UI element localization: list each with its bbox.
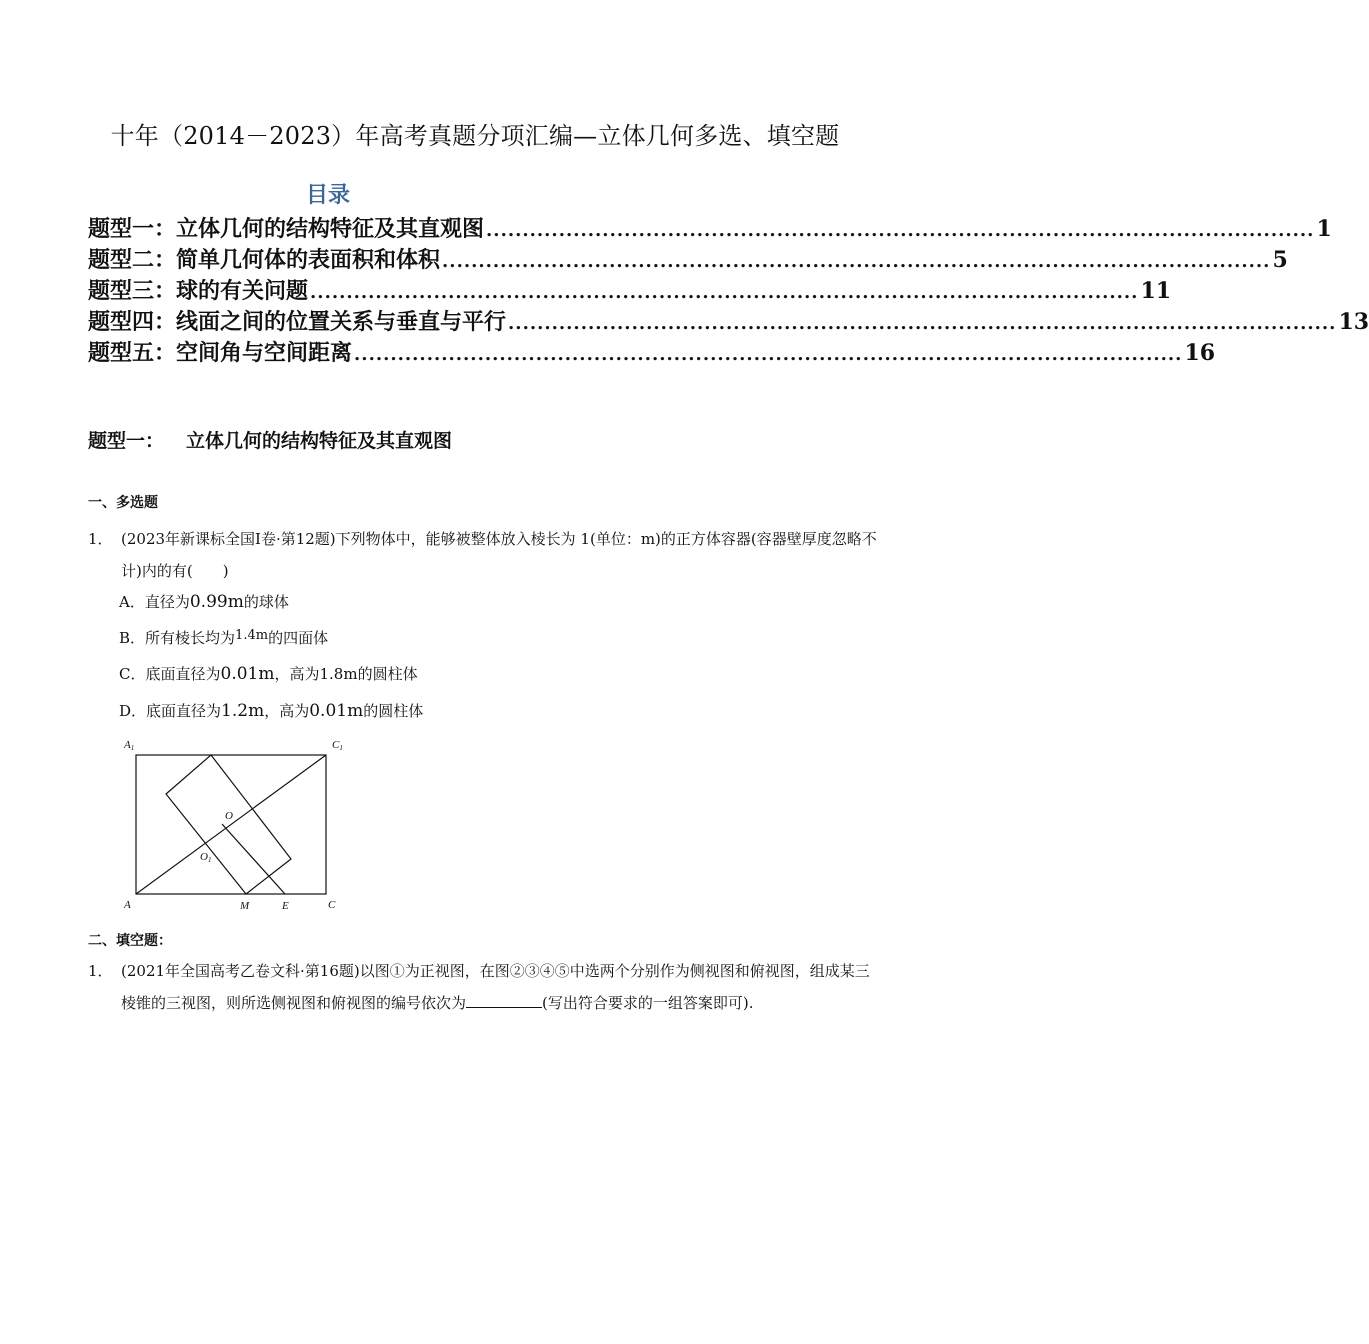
toc-leader-dots: ..................................................................................................................	[442, 251, 1271, 272]
label-o: O	[225, 810, 233, 822]
question-text-after: (写出符合要求的一组答案即可).	[542, 994, 754, 1012]
toc-entry-type: 题型二：	[88, 247, 177, 273]
toc-entry-type: 题型五：	[88, 340, 177, 366]
toc-entry[interactable]	[88, 243, 1288, 274]
toc-leader-dots: ..................................................................................................................	[486, 220, 1315, 241]
option-value: 0.99m	[189, 592, 244, 612]
toc-entry-page: 13	[1338, 309, 1369, 335]
toc-entry-type: 题型三：	[88, 278, 177, 304]
label-c: C	[328, 899, 336, 911]
question-fill-1	[88, 955, 878, 1019]
toc-entry[interactable]	[88, 305, 1369, 336]
label-a1: A1	[124, 739, 135, 752]
toc-leader-dots: ..................................................................................................................	[310, 282, 1139, 303]
toc-leader-dots: ..................................................................................................................	[354, 344, 1183, 365]
figure-segment-oe	[222, 824, 285, 894]
question-multi-1	[88, 523, 878, 587]
option-c	[119, 663, 418, 684]
fill-blank-heading: 二、填空题：	[88, 933, 172, 949]
question-text: (2023年新课标全国Ⅰ卷·第12题)下列物体中，能够被整体放入棱长为 1(单位：m)的正方体容器(容器壁厚度忽略不计)内的有( )	[121, 530, 877, 580]
table-of-contents	[88, 212, 1369, 367]
option-value: 1.2m	[221, 701, 265, 721]
option-label: B．	[119, 629, 146, 647]
option-d	[119, 700, 423, 721]
option-value: 0.01m	[220, 664, 275, 684]
figure-inner-rectangle	[166, 755, 291, 894]
toc-entry-title: 空间角与空间距离	[176, 340, 353, 366]
multi-choice-heading: 一、多选题	[88, 495, 158, 511]
toc-heading: 目录	[306, 183, 351, 208]
section-heading	[88, 426, 452, 453]
label-a: A	[124, 899, 131, 911]
toc-entry-title: 线面之间的位置关系与垂直与平行	[176, 309, 507, 335]
option-value: 1.4m	[235, 628, 269, 643]
document-title: 十年（2014－2023）年高考真题分项汇编—立体几何多选、填空题	[110, 122, 840, 150]
toc-entry-page: 5	[1272, 247, 1288, 273]
toc-entry[interactable]	[88, 212, 1332, 243]
toc-entry-title: 球的有关问题	[176, 278, 309, 304]
figure-diagonal	[136, 755, 326, 894]
section-title: 立体几何的结构特征及其直观图	[186, 430, 453, 452]
option-b	[119, 627, 328, 648]
option-label: D．	[119, 702, 147, 720]
option-text: 的四面体	[268, 629, 329, 647]
section-type: 题型一：	[88, 430, 165, 452]
option-value: 0.01m	[309, 701, 364, 721]
label-e: E	[282, 900, 289, 912]
option-text: ，高为	[274, 665, 320, 683]
option-text: 的圆柱体	[357, 665, 418, 683]
option-text: 的圆柱体	[363, 702, 424, 720]
option-label: C．	[119, 665, 146, 683]
question-number: 1．	[88, 530, 113, 548]
label-o1: O1	[200, 851, 212, 864]
question-text-before: (2021年全国高考乙卷文科·第16题)以图①为正视图，在图②③④⑤中选两个分别作为侧视图和俯视图，组成某三棱锥的三视图，则所选侧视图和俯视图的编号依次为	[121, 962, 870, 1012]
question-text	[121, 955, 878, 1019]
toc-entry-page: 1	[1316, 216, 1332, 242]
geometry-figure	[118, 736, 348, 916]
option-value: 1.8m	[319, 665, 358, 683]
option-text: 直径为	[144, 593, 190, 611]
label-c1: C1	[332, 739, 343, 752]
toc-entry-type: 题型四：	[88, 309, 177, 335]
option-text: 所有棱长均为	[145, 629, 236, 647]
option-label: A．	[119, 593, 145, 611]
toc-entry-page: 11	[1140, 278, 1172, 304]
option-text: 底面直径为	[146, 702, 222, 720]
toc-entry-type: 题型一：	[88, 216, 177, 242]
toc-entry-title: 简单几何体的表面积和体积	[176, 247, 441, 273]
toc-leader-dots: ..................................................................................................................	[508, 313, 1337, 334]
option-text: 的球体	[243, 593, 289, 611]
question-number: 1．	[88, 962, 113, 980]
label-m: M	[240, 900, 250, 912]
option-text: ，高为	[264, 702, 310, 720]
toc-entry-page: 16	[1184, 340, 1216, 366]
answer-blank[interactable]	[466, 993, 542, 1008]
option-a	[119, 591, 289, 612]
option-text: 底面直径为	[145, 665, 221, 683]
toc-entry[interactable]	[88, 274, 1172, 305]
toc-entry-title: 立体几何的结构特征及其直观图	[176, 216, 485, 242]
toc-entry[interactable]	[88, 336, 1216, 367]
